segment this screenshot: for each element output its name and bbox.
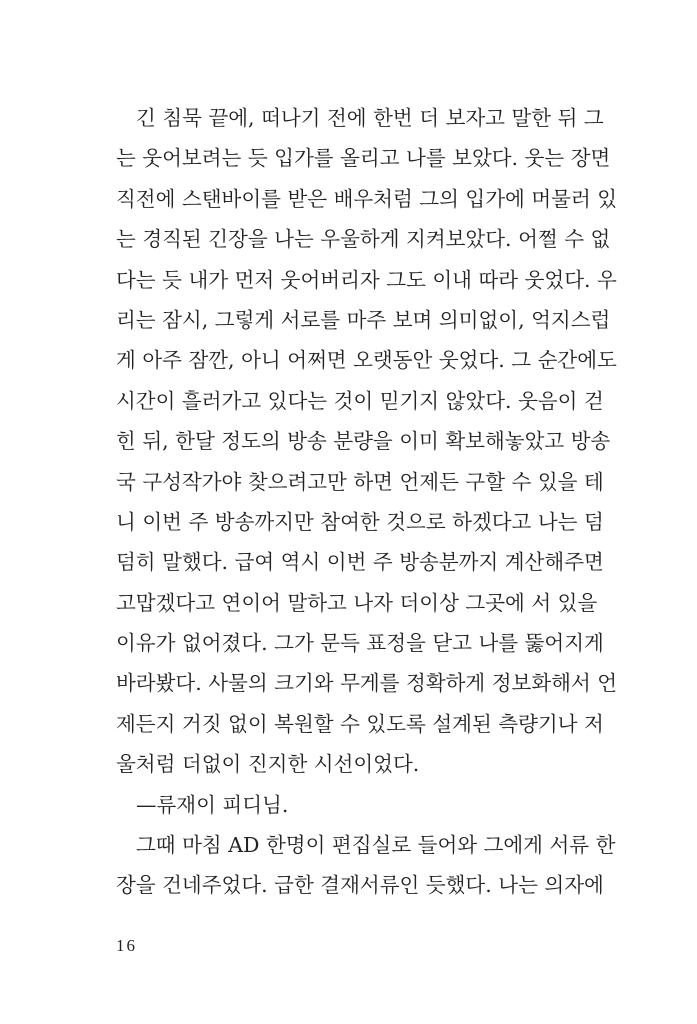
text-line: 니 이번 주 방송까지만 참여한 것으로 하겠다고 나는 덤 [116,509,604,534]
dialogue-line: —류재이 피디님. [136,792,289,817]
text-line: 국 구성작가야 찾으려고만 하면 언제든 구할 수 있을 테 [116,469,604,494]
page-number: 16 [116,936,137,955]
text-line: 덤히 말했다. 급여 역시 이번 주 방송분까지 계산해주면 [116,550,604,575]
text-line: 힌 뒤, 한달 정도의 방송 분량을 이미 확보해놓았고 방송 [116,429,611,454]
text-line: 게 아주 잠깐, 아니 어쩌면 오랫동안 웃었다. 그 순간에도 [116,348,617,373]
text-line: 시간이 흘러가고 있다는 것이 믿기지 않았다. 웃음이 걷 [116,388,604,413]
text-line: 그때 마침 AD 한명이 편집실로 들어와 그에게 서류 한 [136,833,616,858]
text-line: 울처럼 더없이 진지한 시선이었다. [116,752,420,777]
text-line: 고맙겠다고 연이어 말하고 나자 더이상 그곳에 서 있을 [116,590,598,615]
text-line: 제든지 거짓 없이 복원할 수 있도록 설계된 측량기나 저 [116,711,604,736]
text-line: 리는 잠시, 그렇게 서로를 마주 보며 의미없이, 억지스럽 [116,307,611,332]
text-line: 바라봤다. 사물의 크기와 무게를 정확하게 정보화해서 언 [116,671,618,696]
text-line: 는 경직된 긴장을 나는 우울하게 지켜보았다. 어쩔 수 없 [116,227,611,252]
text-line: 는 웃어보려는 듯 입가를 올리고 나를 보았다. 웃는 장면 [116,146,611,171]
text-line: 이유가 없어졌다. 그가 문득 표정을 닫고 나를 뚫어지게 [116,631,604,656]
text-line: 다는 듯 내가 먼저 웃어버리자 그도 이내 따라 웃었다. 우 [116,267,617,292]
text-line: 직전에 스탠바이를 받은 배우처럼 그의 입가에 머물러 있 [116,186,618,211]
body-text [116,98,618,906]
text-line: 긴 침묵 끝에, 떠나기 전에 한번 더 보자고 말한 뒤 그 [136,106,604,130]
text-line: 장을 건네주었다. 급한 결재서류인 듯했다. 나는 의자에 [116,873,604,898]
